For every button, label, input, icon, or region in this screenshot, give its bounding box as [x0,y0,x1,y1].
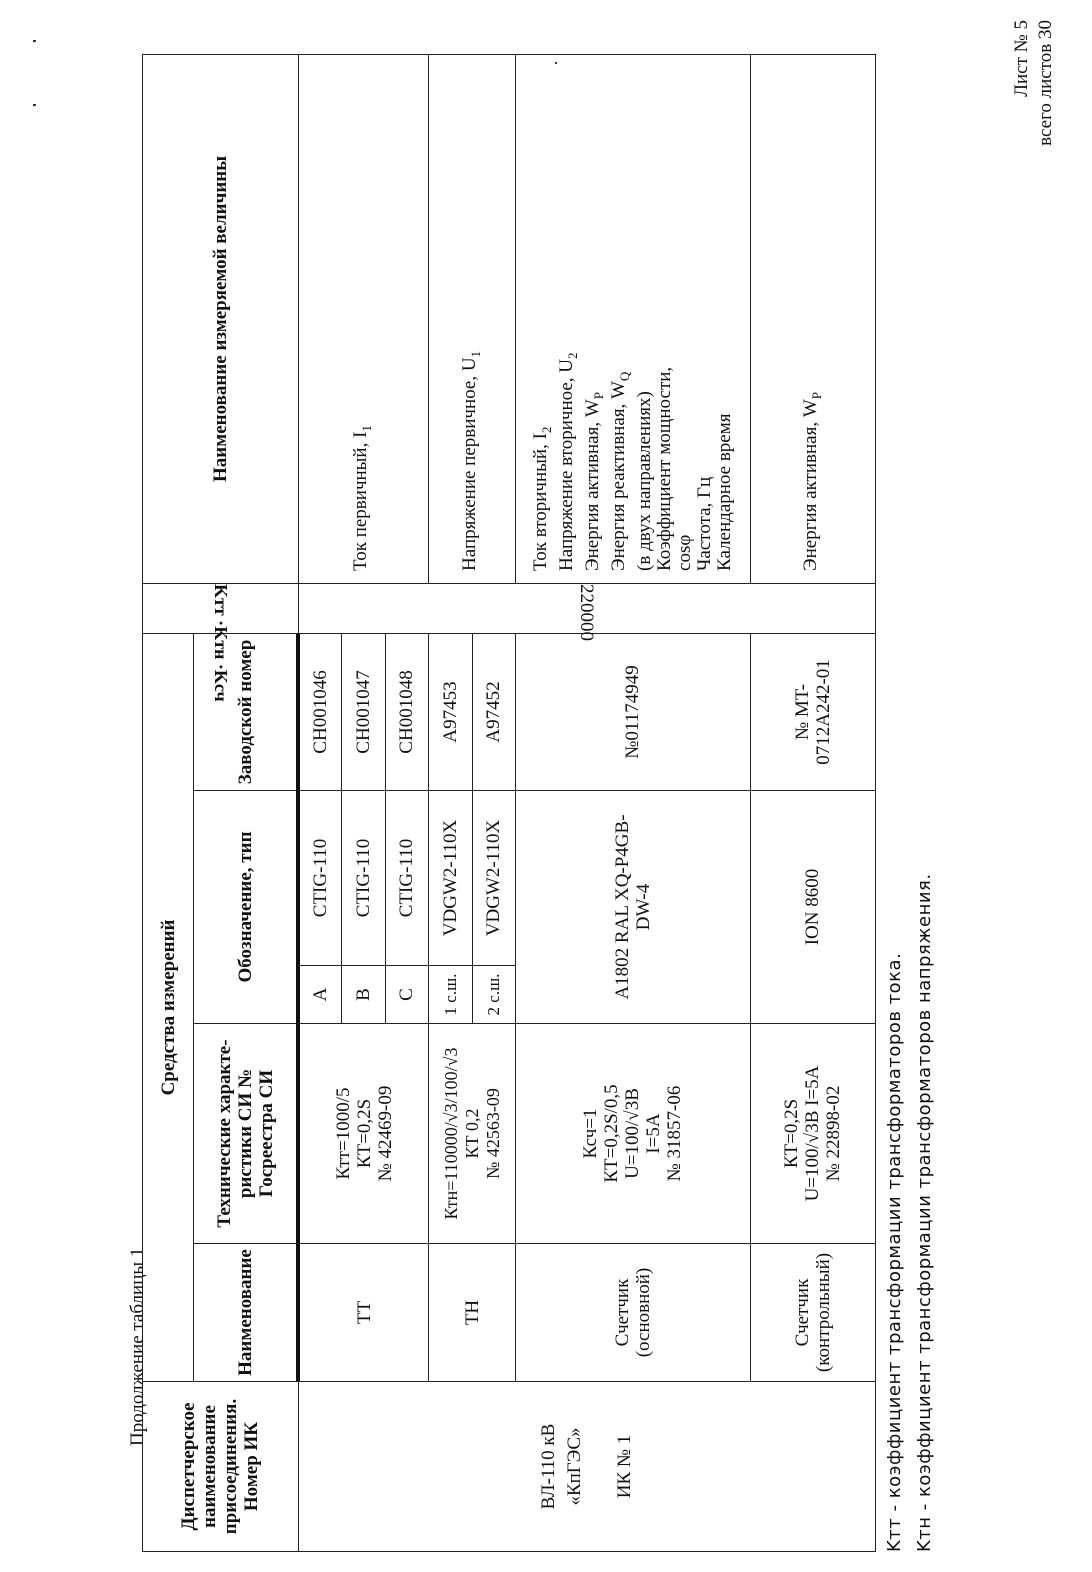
tt-class: КТ=0,2S [353,1098,375,1169]
tt-phase: С [385,966,429,1024]
tn-ratio: Ктн=110000/√3/100/√3 [440,1047,461,1220]
tt-tech [298,1024,429,1244]
tt-type: CTIG-110 [385,791,429,966]
note-ktt: Kтт - коэффициент трансформации трансформаторов тока. [884,952,905,1552]
meter-type-line1: А1802 RAL XQ-P4GB- [611,814,633,1000]
q-secondary-voltage: Напряжение вторичное, $U_2$ [556,352,580,571]
tn-name: ТН [429,1244,516,1382]
header-coef: Kтт ·Kтн ·Kсч [143,583,299,633]
header-quantity: Наименование измеряемой величины [143,54,299,583]
tn-class: КТ 0,2 [461,1108,482,1159]
meter-ctrl-quantity-text: Энергия активная, W [799,399,821,571]
meter-current: I=5A [643,1113,665,1154]
q-directions: (в двух направлениях) [633,391,655,571]
meter-label: Счетчик [611,1278,633,1347]
header-type: Обозначение, тип [194,791,298,1024]
q-reactive-energy: Энергия реактивная, $W_Q$ [607,371,632,571]
tn-type: VDGW2-110X [472,791,516,966]
channel-number: ИК № 1 [613,1434,635,1499]
tn-registry: № 42563-09 [482,1088,503,1179]
q-cosphi: cosφ [673,534,695,571]
meter-role: (контрольный) [812,1252,834,1373]
tt-quantity: Ток первичный, $I_1$ [298,54,429,583]
q-secondary-current: Ток вторичный, $I_2$ [530,426,555,571]
measurement-table [142,54,876,1552]
tn-quantity-text: Напряжение первичное, U [458,357,480,571]
meter-coef: Ксч=1 [580,1108,602,1159]
meter-ctrl-type: ION 8600 [750,791,875,1024]
tt-type: CTIG-110 [342,791,386,966]
note-ktn: Kтн - коэффициент трансформации трансформаторов напряжения. [914,873,935,1552]
meter-voltage: U=100/√3В [622,1088,644,1179]
meter-label: Счетчик [791,1278,813,1347]
total-sheets-label: всего листов 30 [1035,20,1056,146]
meter-role: (основной) [632,1267,654,1358]
footnotes [880,873,940,1552]
meter-ctrl-serial [750,633,875,790]
meter-main-tech [516,1024,751,1244]
tt-phase: А [298,966,342,1024]
q-power-factor: Коэффициент мощности, [653,366,675,571]
meter-ctrl-quantity: Энергия активная, $W_P$ [750,54,875,583]
tt-quantity-text: Ток первичный, I [349,431,371,571]
header-name: Наименование [194,1244,298,1382]
connection-cell [298,1382,876,1552]
header-serial: Заводской номер [194,633,298,790]
q-frequency: Частота, Гц [693,476,715,571]
meter-voltage-current: U=100/√3В I=5A [802,1065,824,1202]
header-tech: Технические характе-ристики СИ № Госреестра СИ [194,1024,298,1244]
meter-main-quantities [516,54,751,583]
meter-type-line2: DW-4 [632,883,654,931]
meter-registry: № 31857-06 [664,1085,686,1182]
coef-cell [298,583,876,641]
meter-main-serial: №01174949 [516,633,751,790]
tn-serial: A97452 [472,633,516,790]
serial-line1: № MT- [791,684,813,740]
sheet-number [1010,20,1058,180]
connection-name: «КпГЭС» [563,1427,585,1506]
meter-main-type [516,791,751,1024]
tn-quantity: Напряжение первичное, $U_1$ [429,54,516,583]
meter-ctrl-name [750,1244,875,1382]
meter-main-name [516,1244,751,1382]
connection-line: ВЛ-110 кВ [537,1423,559,1510]
tn-bus: 1 с.ш. [429,966,473,1024]
tt-phase: В [342,966,386,1024]
meter-class: КТ=0,2S/0,5 [601,1084,623,1183]
sheet-number-label: Лист № 5 [1011,20,1032,97]
tn-bus: 2 с.ш. [472,966,516,1024]
tn-serial: A97453 [429,633,473,790]
serial-line2: 0712A242-01 [812,659,834,765]
tt-ratio: Ктт=1000/5 [332,1087,354,1180]
tt-type: CTIG-110 [298,791,342,966]
tt-serial: CH001047 [342,633,386,790]
q-calendar-time: Календарное время [713,413,735,571]
tt-serial: CH001048 [385,633,429,790]
tn-type: VDGW2-110X [429,791,473,966]
header-dispatch: Диспетчерское наименование присоединения. Номер ИК [143,1382,299,1552]
coef-value: 220000 [576,583,598,641]
header-means-group: Средства измерений [143,633,194,1381]
tt-registry: № 42469-09 [374,1085,396,1182]
tn-tech [429,1024,516,1244]
table-caption: Продолжение таблицы 1 [127,1247,148,1446]
q-active-energy: Энергия активная, $W_P$ [581,391,606,571]
meter-class: КТ=0,2S [781,1098,803,1169]
meter-ctrl-tech [750,1024,875,1244]
tt-name: ТТ [298,1244,429,1382]
tt-serial: CH001046 [298,633,342,790]
meter-registry: № 22898-02 [823,1085,845,1182]
